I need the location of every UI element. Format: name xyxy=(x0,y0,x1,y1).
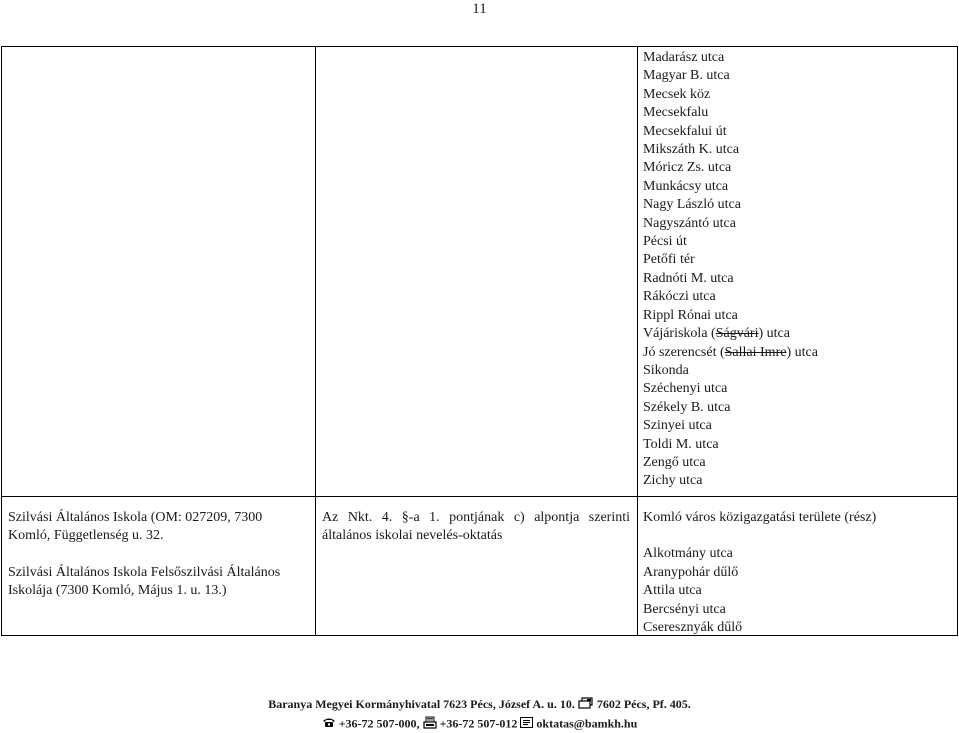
fax-icon xyxy=(423,716,437,733)
list-item: Aranypohár dűlő xyxy=(643,564,739,580)
school-cell xyxy=(8,509,308,601)
school-name-main: Szilvási Általános Iskola (OM: 027209, 7300 Komló, Függetlenség u. 32. xyxy=(8,510,263,544)
footer-address-line: Baranya Megyei Kormányhivatal 7623 Pécs, József A. u. 10. 7602 Pécs, Pf. 405. xyxy=(0,697,959,713)
list-item: Nagy László utca xyxy=(643,197,741,213)
list-item: Magyar B. utca xyxy=(643,68,730,84)
list-item: Mecsekfalu xyxy=(643,105,709,121)
mailbox-icon xyxy=(578,697,594,713)
list-item: Széchenyi utca xyxy=(643,381,728,397)
list-item: Székely B. utca xyxy=(643,399,731,415)
telephone-icon xyxy=(322,717,336,732)
list-item: Mikszáth K. utca xyxy=(643,142,740,158)
list-item: Mecsekfalui út xyxy=(643,123,727,139)
school-name-branch: Szilvási Általános Iskola Felsőszilvási Általános Iskolája (7300 Komló, Május 1. u. 13.) xyxy=(8,564,281,599)
list-item: Bercsényi utca xyxy=(643,601,726,617)
street-list-lower xyxy=(643,545,876,637)
list-item: Rákóczi utca xyxy=(643,289,716,305)
list-item: Mecsek köz xyxy=(643,86,711,102)
list-item: Móricz Zs. utca xyxy=(643,160,732,176)
list-item: Zichy utca xyxy=(643,473,703,489)
list-item: Szinyei utca xyxy=(643,418,712,434)
column-divider-2 xyxy=(637,46,638,636)
table-border-left xyxy=(1,46,2,636)
list-item-vajariskola: Vájáriskola (Ságvári) utca xyxy=(643,326,790,342)
list-item: Rippl Rónai utca xyxy=(643,307,738,323)
list-item: Pécsi út xyxy=(643,234,687,250)
list-item-jo-szerencset: Jó szerencsét (Sallai Imre) utca xyxy=(643,344,818,360)
row-divider xyxy=(1,496,958,497)
list-item: Alkotmány utca xyxy=(643,546,733,562)
list-item: Nagyszántó utca xyxy=(643,215,736,231)
upper-right-cell xyxy=(643,49,818,491)
column-divider-1 xyxy=(315,46,316,636)
list-item: Cseresznyák dűlő xyxy=(643,620,743,636)
list-item: Zengő utca xyxy=(643,454,706,470)
list-item: Sikonda xyxy=(643,362,689,378)
email-icon xyxy=(520,717,533,732)
area-heading: Komló város közigazgatási területe (rész) xyxy=(643,510,877,525)
area-cell xyxy=(643,509,876,637)
list-item: Petőfi tér xyxy=(643,252,695,268)
struck-old-name: Ságvári xyxy=(715,326,759,342)
list-item: Munkácsy utca xyxy=(643,178,729,194)
list-item: Madarász utca xyxy=(643,50,725,65)
list-item: Radnóti M. utca xyxy=(643,270,734,286)
legal-basis-cell: Az Nkt. 4. §-a 1. pontjának c) alpontja szerinti általános iskolai nevelés-oktatás xyxy=(322,510,630,544)
table-border-right xyxy=(957,46,958,636)
list-item: Toldi M. utca xyxy=(643,436,719,452)
page-number: 11 xyxy=(472,1,487,17)
street-list-upper xyxy=(643,49,818,491)
struck-old-name: Sallai Imre xyxy=(724,344,787,360)
list-item: Attila utca xyxy=(643,583,702,599)
footer-contact-line: +36-72 507-000, +36-72 507-012 oktatas@bamkh.hu xyxy=(0,716,959,733)
table-border-top xyxy=(1,46,958,47)
